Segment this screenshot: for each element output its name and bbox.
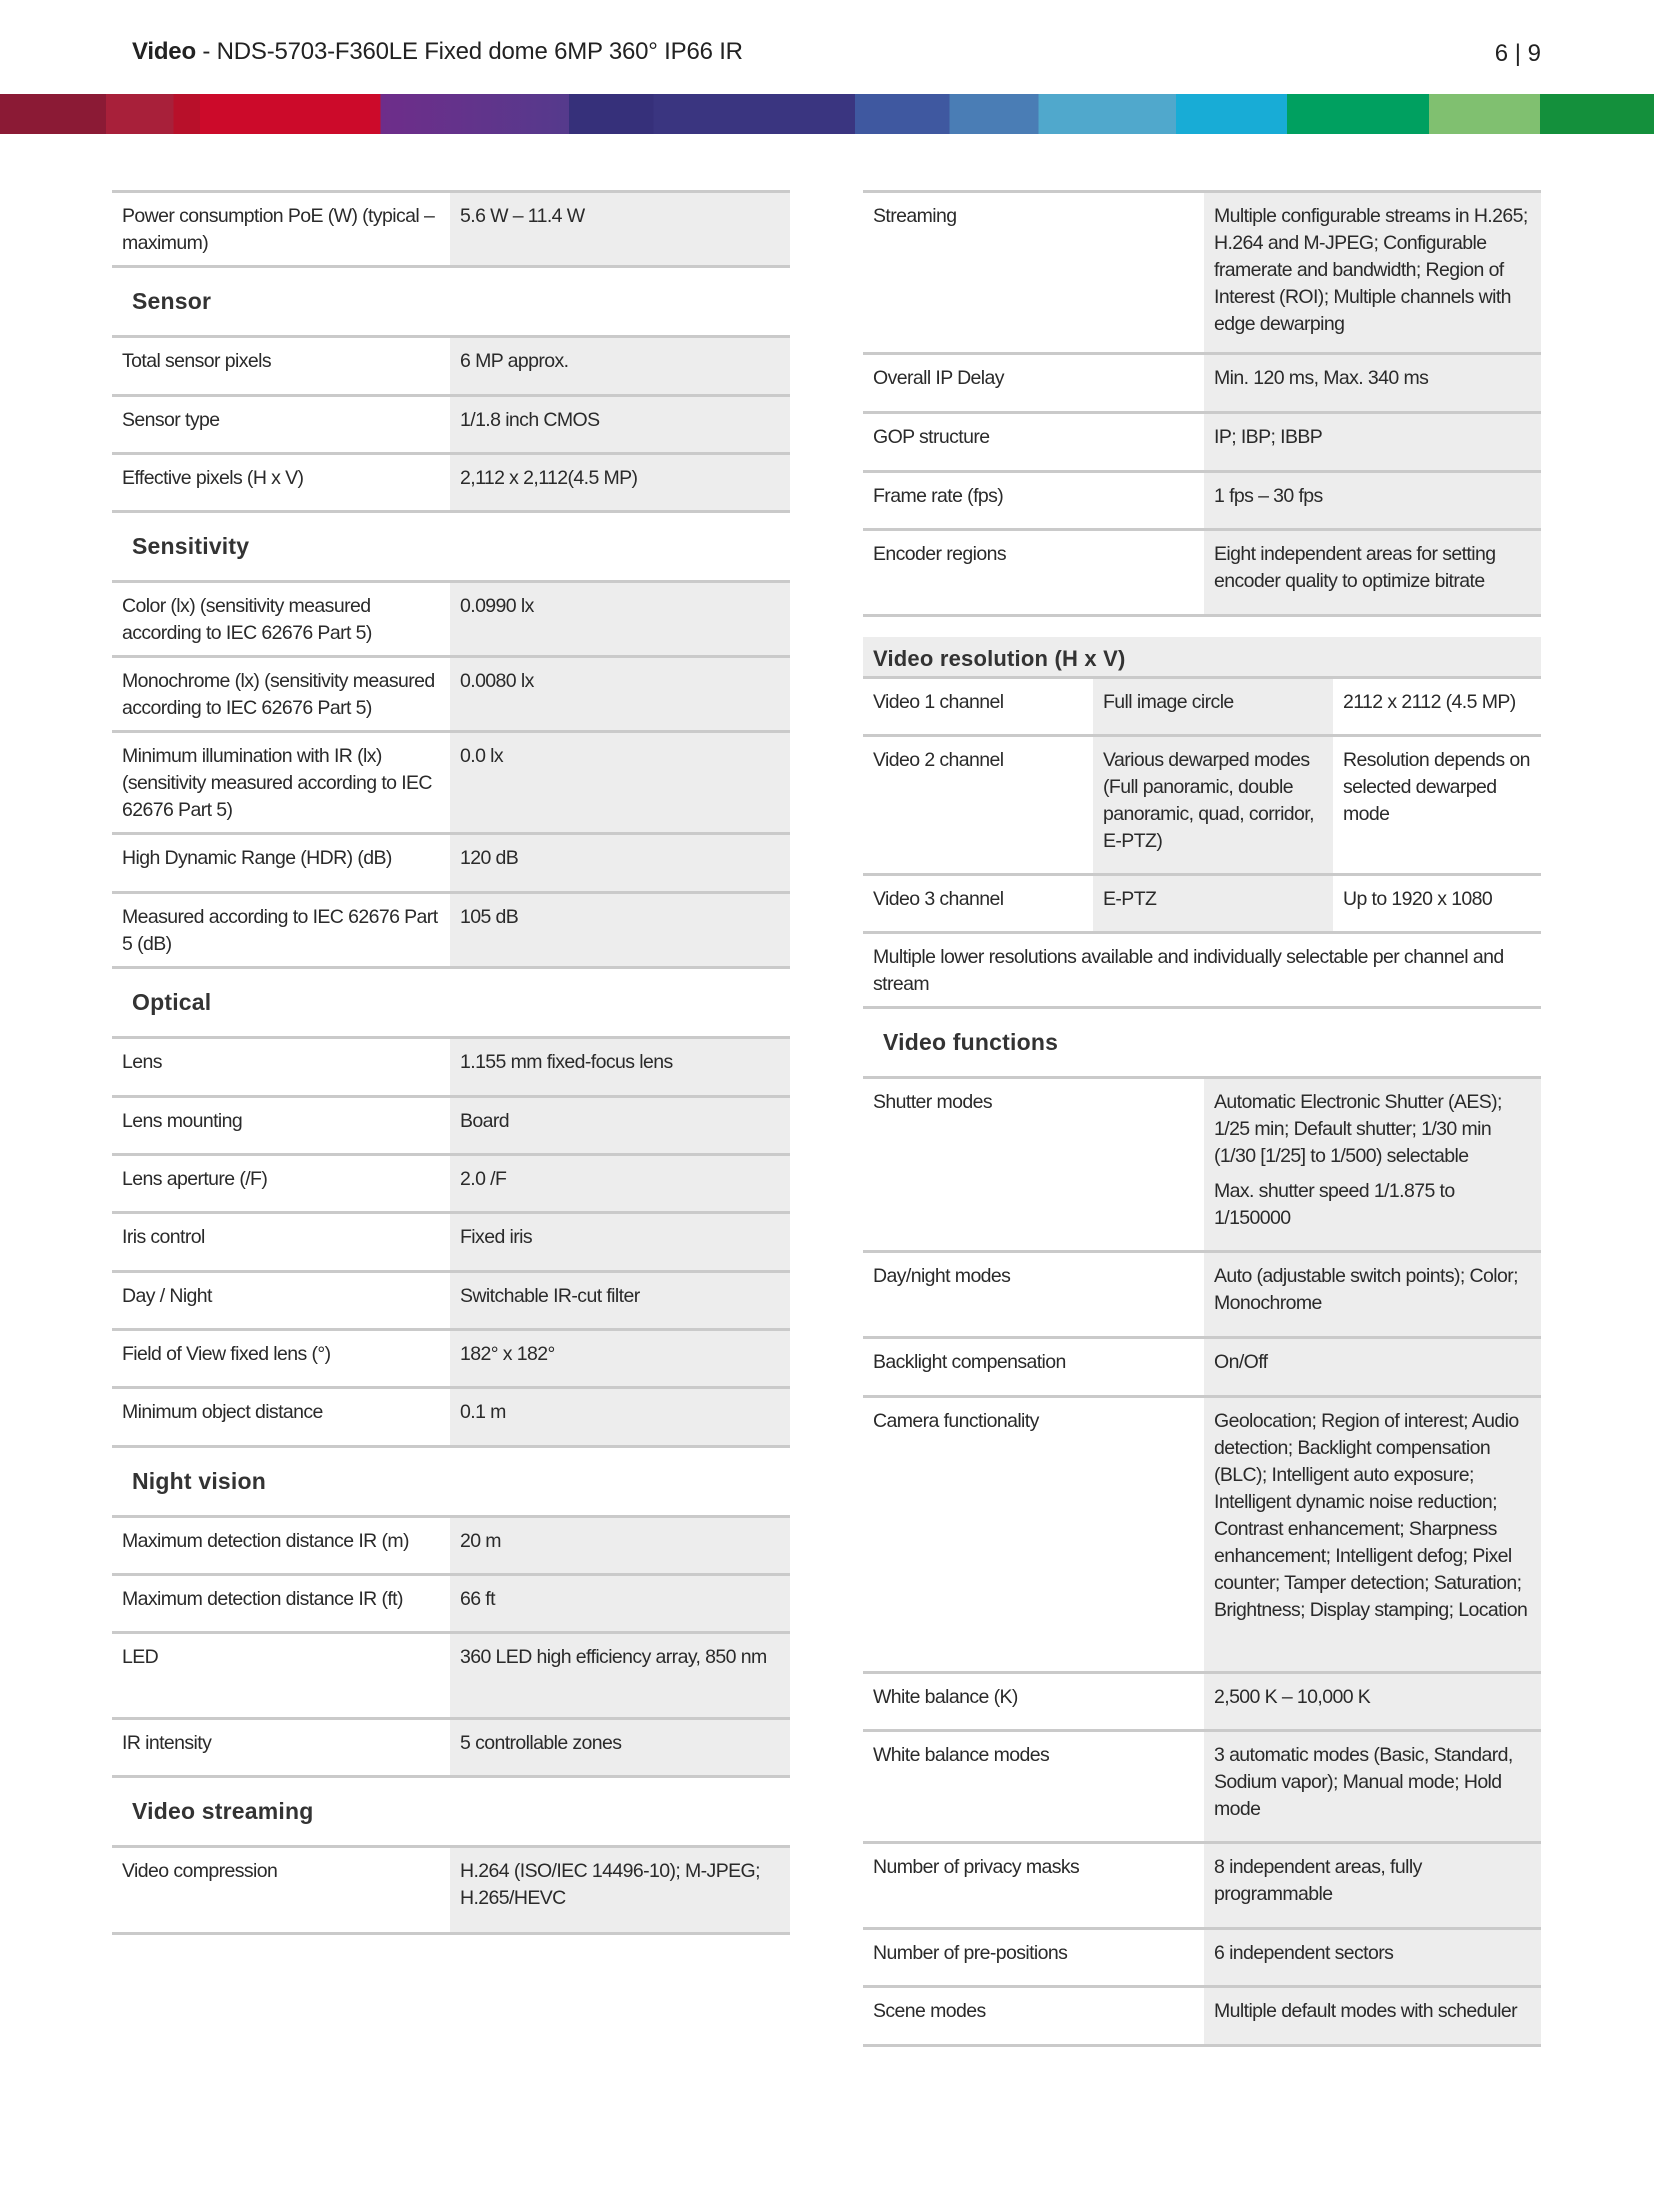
spec-value: 20 m <box>450 1518 790 1573</box>
spec-value: 66 ft <box>450 1576 790 1631</box>
spec-row <box>112 1389 790 1448</box>
spec-label: Iris control <box>122 1226 205 1248</box>
spec-row <box>863 1930 1541 1988</box>
spec-row <box>112 1273 790 1331</box>
section-heading: Sensitivity <box>112 513 790 583</box>
spec-row <box>863 1398 1541 1674</box>
spec-value: 6 MP approx. <box>450 338 790 394</box>
spec-label: Minimum illumination with IR (lx) (sensitivity measured according to IEC 62676 Part 5) <box>122 745 432 821</box>
spec-value: 1.155 mm fixed-focus lens <box>450 1039 790 1095</box>
spec-row <box>112 835 790 894</box>
spec-value: 3 automatic modes (Basic, Standard, Sodium vapor); Manual mode; Hold mode <box>1204 1732 1541 1841</box>
spec-row <box>112 1576 790 1634</box>
spec-label: Frame rate (fps) <box>873 485 1004 507</box>
channel-label: Video 3 channel <box>873 888 1004 910</box>
channel-mode: Full image circle <box>1093 679 1333 734</box>
spec-row <box>863 414 1541 473</box>
spec-row <box>863 1253 1541 1339</box>
spec-value: 0.0080 lx <box>450 658 790 730</box>
channel-resolution: Up to 1920 x 1080 <box>1343 888 1493 910</box>
spec-value-paragraph: Max. shutter speed 1/1.875 to 1/150000 <box>1214 1180 1455 1229</box>
spec-row <box>112 1634 790 1720</box>
spec-row <box>112 455 790 513</box>
spec-value: 120 dB <box>450 835 790 891</box>
section-heading: Sensor <box>112 268 790 338</box>
title-product-name: - NDS-5703-F360LE Fixed dome 6MP 360° IP66 IR <box>195 38 743 65</box>
spec-table-right <box>863 190 1541 2047</box>
spec-label: Encoder regions <box>873 543 1007 565</box>
spec-row <box>863 190 1541 355</box>
spec-row <box>112 1098 790 1156</box>
spec-label: Maximum detection distance IR (m) <box>122 1530 409 1552</box>
page-number: 6 | 9 <box>1494 40 1541 67</box>
spec-label: Day/night modes <box>873 1265 1011 1287</box>
spec-row <box>112 397 790 455</box>
spec-value: 360 LED high efficiency array, 850 nm <box>450 1634 790 1717</box>
spec-row <box>112 583 790 658</box>
spec-row <box>863 1079 1541 1253</box>
spec-label: White balance (K) <box>873 1686 1018 1708</box>
resolution-note: Multiple lower resolutions available and individually selectable per channel and stream <box>873 946 1504 995</box>
spec-label: Minimum object distance <box>122 1401 323 1423</box>
spec-label: Number of privacy masks <box>873 1856 1080 1878</box>
spec-label: Power consumption PoE (W) (typical – maximum) <box>122 205 435 254</box>
spec-row <box>112 733 790 835</box>
section-heading: Video functions <box>863 1009 1541 1079</box>
spec-value: 5.6 W – 11.4 W <box>450 193 790 265</box>
spec-row <box>863 473 1541 531</box>
spec-label: Scene modes <box>873 2000 986 2022</box>
spec-value: Fixed iris <box>450 1214 790 1270</box>
spec-label: Streaming <box>873 205 957 227</box>
spec-value: H.264 (ISO/IEC 14496-10); M-JPEG; H.265/HEVC <box>450 1848 790 1932</box>
spec-row <box>112 658 790 733</box>
spec-value: Geolocation; Region of interest; Audio detection; Backlight compensation (BLC); Intelligent auto exposure; Intelligent dynamic noise reduction; Contrast enhancement; Sharpness enhancement; Intelligent defog; Pixel counter; Tamper detection; Saturation; Brightness; Display stamping; Location <box>1204 1398 1541 1671</box>
spec-value: 8 independent areas, fully programmable <box>1204 1844 1541 1927</box>
spec-value: 0.1 m <box>450 1389 790 1445</box>
spec-row <box>863 934 1541 1009</box>
spec-value: 2,112 x 2,112(4.5 MP) <box>450 455 790 510</box>
spec-row <box>112 1214 790 1273</box>
table-spacer <box>863 617 1541 637</box>
channel-mode: E-PTZ <box>1093 876 1333 931</box>
spec-row <box>863 1988 1541 2047</box>
spec-label: Backlight compensation <box>873 1351 1066 1373</box>
spec-row <box>112 1848 790 1935</box>
spec-row <box>863 1674 1541 1732</box>
spec-value: 1 fps – 30 fps <box>1204 473 1541 528</box>
spec-row <box>112 190 790 268</box>
spec-label: Total sensor pixels <box>122 350 272 372</box>
spec-label: Day / Night <box>122 1285 212 1307</box>
spec-row <box>863 1732 1541 1844</box>
spec-value: 6 independent sectors <box>1204 1930 1541 1985</box>
channel-resolution: Resolution depends on selected dewarped mode <box>1343 749 1530 825</box>
spec-value: 1/1.8 inch CMOS <box>450 397 790 452</box>
spec-label: LED <box>122 1646 159 1668</box>
spec-label: Video compression <box>122 1860 278 1882</box>
spec-row <box>112 1039 790 1098</box>
section-heading: Video resolution (H x V) <box>863 637 1541 679</box>
channel-mode: Various dewarped modes (Full panoramic, double panoramic, quad, corridor, E-PTZ) <box>1093 737 1333 873</box>
spec-value: 105 dB <box>450 894 790 966</box>
spec-value: 182° x 182° <box>450 1331 790 1386</box>
spec-table-left <box>112 190 790 1935</box>
spec-row <box>863 876 1541 934</box>
spec-row <box>863 679 1541 737</box>
spec-value: IP; IBP; IBBP <box>1204 414 1541 470</box>
spec-row <box>112 338 790 397</box>
spec-label: White balance modes <box>873 1744 1050 1766</box>
spec-label: High Dynamic Range (HDR) (dB) <box>122 847 392 869</box>
channel-resolution: 2112 x 2112 (4.5 MP) <box>1343 691 1516 713</box>
spec-row <box>112 1331 790 1389</box>
spec-value: 2.0 /F <box>450 1156 790 1211</box>
spec-row <box>863 1844 1541 1930</box>
channel-label: Video 1 channel <box>873 691 1004 713</box>
section-heading: Video streaming <box>112 1778 790 1848</box>
spec-label: Lens mounting <box>122 1110 243 1132</box>
spec-value: 0.0 lx <box>450 733 790 832</box>
spec-value: 2,500 K – 10,000 K <box>1204 1674 1541 1729</box>
spec-label: Number of pre-positions <box>873 1942 1068 1964</box>
document-title <box>132 38 743 66</box>
spec-value: On/Off <box>1204 1339 1541 1395</box>
spec-row <box>112 894 790 969</box>
spec-value: Switchable IR-cut filter <box>450 1273 790 1328</box>
brand-color-bar <box>0 94 1654 134</box>
spec-value: 0.0990 lx <box>450 583 790 655</box>
spec-label: Color (lx) (sensitivity measured according to IEC 62676 Part 5) <box>122 595 372 644</box>
spec-value: Multiple default modes with scheduler <box>1204 1988 1541 2044</box>
section-heading: Night vision <box>112 1448 790 1518</box>
spec-row <box>863 531 1541 617</box>
spec-label: Shutter modes <box>873 1091 993 1113</box>
spec-label: Measured according to IEC 62676 Part 5 (dB) <box>122 906 438 955</box>
spec-label: Lens <box>122 1051 162 1073</box>
spec-label: Effective pixels (H x V) <box>122 467 304 489</box>
spec-label: Field of View fixed lens (°) <box>122 1343 331 1365</box>
section-heading: Optical <box>112 969 790 1039</box>
spec-value-paragraph: Automatic Electronic Shutter (AES); 1/25 min; Default shutter; 1/30 min (1/30 [1/25] to 1/500) selectable <box>1214 1091 1502 1167</box>
spec-label: GOP structure <box>873 426 990 448</box>
spec-row <box>112 1156 790 1214</box>
spec-label: Camera functionality <box>873 1410 1039 1432</box>
spec-row <box>863 737 1541 876</box>
spec-label: Monochrome (lx) (sensitivity measured according to IEC 62676 Part 5) <box>122 670 435 719</box>
spec-value: Board <box>450 1098 790 1153</box>
spec-row <box>863 1339 1541 1398</box>
spec-row <box>112 1518 790 1576</box>
spec-label: Maximum detection distance IR (ft) <box>122 1588 403 1610</box>
title-product-line: Video <box>132 38 196 65</box>
spec-label: Overall IP Delay <box>873 367 1004 389</box>
spec-label: Sensor type <box>122 409 220 431</box>
spec-value: 5 controllable zones <box>450 1720 790 1775</box>
channel-label: Video 2 channel <box>873 749 1004 771</box>
spec-label: IR intensity <box>122 1732 212 1754</box>
spec-row <box>863 355 1541 414</box>
spec-label: Lens aperture (/F) <box>122 1168 268 1190</box>
spec-row <box>112 1720 790 1778</box>
spec-value: Auto (adjustable switch points); Color; Monochrome <box>1204 1253 1541 1336</box>
spec-value <box>1204 1079 1541 1250</box>
spec-value: Eight independent areas for setting encoder quality to optimize bitrate <box>1204 531 1541 614</box>
spec-value: Multiple configurable streams in H.265; H.264 and M-JPEG; Configurable framerate and bandwidth; Region of Interest (ROI); Multiple channels with edge dewarping <box>1204 193 1541 352</box>
spec-value: Min. 120 ms, Max. 340 ms <box>1204 355 1541 411</box>
